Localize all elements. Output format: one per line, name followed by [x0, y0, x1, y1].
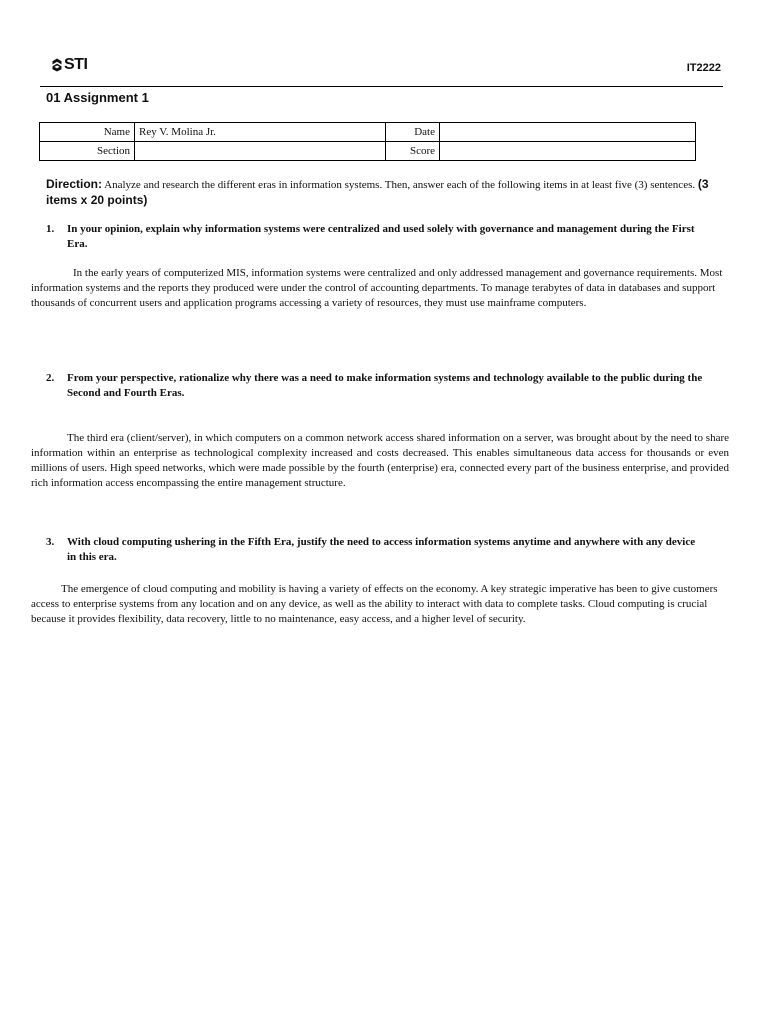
question-text: With cloud computing ushering in the Fifth Era, justify the need to access information systems anytime and anywhere with any device in this era. [67, 536, 696, 563]
question-1 [46, 222, 706, 252]
sti-logo-icon [51, 58, 63, 72]
logo-text: STI [64, 56, 88, 73]
date-field[interactable] [440, 123, 696, 142]
assignment-title: 01 Assignment 1 [46, 90, 149, 105]
question-number: 1. [46, 223, 55, 235]
answer-2: The third era (client/server), in which computers on a common network access shared information on a server, was brought about by the need to share information within an enterprise as technological complexity increased and costs decreased. This enables simultaneous data access for thousands or even millions of users. High speed networks, which were made possible by the fourth (enterprise) era, connected every part of the business enterprise, and provided rich information access encompassing the entire management structure. [31, 432, 729, 489]
question-3 [46, 535, 706, 565]
direction-text: Analyze and research the different eras in information systems. Then, answer each of the following items in at least five (3) sentences. [102, 179, 698, 191]
name-field[interactable]: Rey V. Molina Jr. [135, 123, 386, 142]
section-field[interactable] [135, 142, 386, 161]
page-header [40, 52, 723, 87]
question-number: 3. [46, 536, 55, 548]
direction-points: (3 items x 20 points) [46, 177, 709, 207]
student-info-table [39, 122, 696, 161]
direction-paragraph [46, 177, 722, 209]
table-row [40, 142, 696, 161]
question-text: From your perspective, rationalize why there was a need to make information systems and technology available to the public during the Second and Fourth Eras. [67, 372, 703, 399]
score-label: Score [386, 142, 440, 161]
course-code: IT2222 [686, 62, 721, 74]
name-label: Name [40, 123, 135, 142]
date-label: Date [386, 123, 440, 142]
sti-logo [51, 56, 87, 74]
score-field[interactable] [440, 142, 696, 161]
answer-3: The emergence of cloud computing and mobility is having a variety of effects on the economy. A key strategic imperative has been to give customers access to enterprise systems from any location and on any device, as well as the ability to interact with data to complete tasks. Cloud computing is crucial because it provides flexibility, data recovery, little to no maintenance, easy access, and a higher level of security. [31, 583, 718, 625]
question-text: In your opinion, explain why information systems were centralized and used solely with governance and management during the First Era. [67, 223, 695, 250]
question-number: 2. [46, 372, 55, 384]
answer-1: In the early years of computerized MIS, information systems were centralized and only addressed management and governance requirements. Most information systems and the reports they produced were under the control of accounting departments. To manage terabytes of data in databases and support thousands of concurrent users and application programs accessing a variety of resources, they must use mainframe computers. [31, 267, 723, 309]
direction-label: Direction: [46, 177, 103, 191]
section-label: Section [40, 142, 135, 161]
question-2 [46, 371, 706, 401]
table-row [40, 123, 696, 142]
